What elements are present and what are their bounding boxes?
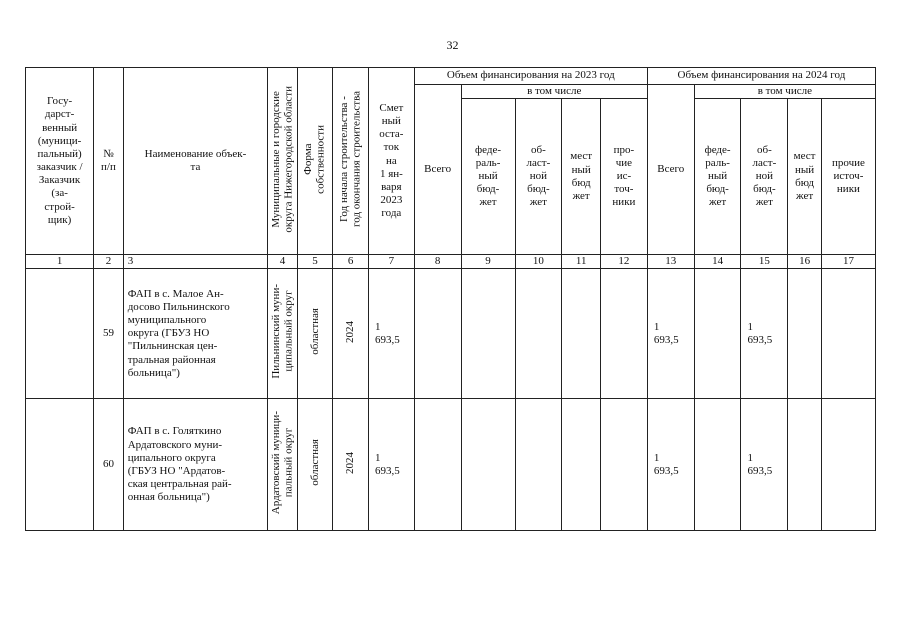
header-num: № п/п: [94, 68, 124, 255]
column-number: 9: [461, 255, 515, 269]
row-num: 60: [94, 399, 124, 531]
header-local-2024: мест ный бюд жет: [788, 99, 822, 255]
row-local-2023: [562, 269, 601, 399]
row-customer: [26, 399, 94, 531]
row-federal-2024: [694, 269, 741, 399]
header-regional-2023: об- ласт- ной бюд- жет: [515, 99, 562, 255]
header-other-2023: про- чие ис- точ- ники: [601, 99, 648, 255]
row-ownership: областная: [297, 269, 333, 399]
row-estimate: 1 693,5: [368, 269, 414, 399]
column-number: 15: [741, 255, 788, 269]
row-object-name: ФАП в с. Голяткино Ардатовского муни- ципального округа (ГБУЗ НО "Ардатов- ская центральная рай- онная больница"): [123, 399, 268, 531]
column-number: 8: [414, 255, 461, 269]
page-number: 32: [446, 38, 459, 52]
financing-table: [25, 67, 876, 531]
header-row-1: [26, 68, 876, 85]
header-customer: Госу- дарст- венный (муници- пальный) заказчик / Заказчик (за- строй- щик): [26, 68, 94, 255]
column-number: 16: [788, 255, 822, 269]
row-regional-2023: [515, 399, 562, 531]
row-other-2024: [821, 269, 875, 399]
column-number-row: [26, 255, 876, 269]
column-number: 4: [268, 255, 298, 269]
column-number: 11: [562, 255, 601, 269]
header-fin-2023: Объем финансирования на 2023 год: [414, 68, 647, 85]
row-object-name: ФАП в с. Малое Ан- досово Пильнинского муниципального округа (ГБУЗ НО "Пильнинская цен- тральная районная больница"): [123, 269, 268, 399]
header-estimate: Смет ный оста- ток на 1 ян- варя 2023 года: [368, 68, 414, 255]
header-municipality: Муниципальные и городские округа Нижегородской области: [268, 68, 298, 255]
header-including-2024: в том числе: [694, 85, 875, 99]
header-local-2023: мест ный бюд жет: [562, 99, 601, 255]
row-years: 2024: [333, 399, 369, 531]
row-total-2024: 1 693,5: [647, 269, 694, 399]
row-other-2023: [601, 399, 648, 531]
column-number: 5: [297, 255, 333, 269]
table-row: [26, 399, 876, 531]
header-total-2024: Всего: [647, 85, 694, 255]
row-municipality: Пильнинский муни- ципальный округ: [268, 269, 298, 399]
column-number: 10: [515, 255, 562, 269]
row-regional-2024: 1 693,5: [741, 269, 788, 399]
header-other-2024: прочие источ- ники: [821, 99, 875, 255]
row-local-2024: [788, 399, 822, 531]
column-number: 1: [26, 255, 94, 269]
row-regional-2023: [515, 269, 562, 399]
row-federal-2023: [461, 399, 515, 531]
row-estimate: 1 693,5: [368, 399, 414, 531]
row-ownership: областная: [297, 399, 333, 531]
row-total-2024: 1 693,5: [647, 399, 694, 531]
column-number: 17: [821, 255, 875, 269]
row-federal-2023: [461, 269, 515, 399]
row-num: 59: [94, 269, 124, 399]
row-total-2023: [414, 399, 461, 531]
column-number: 12: [601, 255, 648, 269]
row-years: 2024: [333, 269, 369, 399]
row-local-2023: [562, 399, 601, 531]
column-number: 7: [368, 255, 414, 269]
header-object-name: Наименование объек- та: [123, 68, 268, 255]
table-row: [26, 269, 876, 399]
row-federal-2024: [694, 399, 741, 531]
column-number: 14: [694, 255, 741, 269]
row-municipality: Ардатовский муници- пальный округ: [268, 399, 298, 531]
column-number: 13: [647, 255, 694, 269]
header-federal-2023: феде- раль- ный бюд- жет: [461, 99, 515, 255]
header-including-2023: в том числе: [461, 85, 647, 99]
column-number: 3: [123, 255, 268, 269]
header-fin-2024: Объем финансирования на 2024 год: [647, 68, 875, 85]
row-local-2024: [788, 269, 822, 399]
header-federal-2024: феде- раль- ный бюд- жет: [694, 99, 741, 255]
column-number: 6: [333, 255, 369, 269]
row-other-2023: [601, 269, 648, 399]
row-other-2024: [821, 399, 875, 531]
row-customer: [26, 269, 94, 399]
row-regional-2024: 1 693,5: [741, 399, 788, 531]
column-number: 2: [94, 255, 124, 269]
header-total-2023: Всего: [414, 85, 461, 255]
header-regional-2024: об- ласт- ной бюд- жет: [741, 99, 788, 255]
row-total-2023: [414, 269, 461, 399]
header-years: Год начала строительства - год окончания строительства: [333, 68, 369, 255]
header-ownership: Форма собственности: [297, 68, 333, 255]
